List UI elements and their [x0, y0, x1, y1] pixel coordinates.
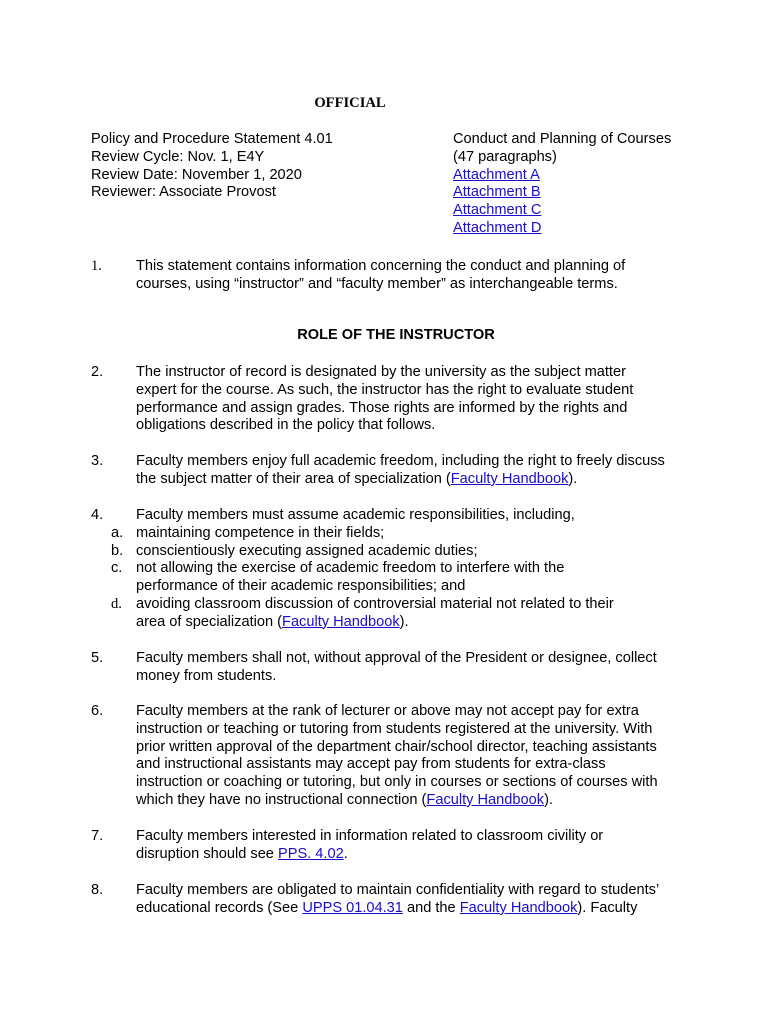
attachment-b-link[interactable]: Attachment B — [453, 184, 541, 201]
list-item: b. conscientiously executing assigned academic duties; — [111, 542, 478, 559]
policy-title: Conduct and Planning of Courses — [453, 131, 672, 147]
paragraph-text: Faculty members interested in information related to classroom civility or disruption should see PPS. 4.02. — [136, 828, 604, 862]
paragraph-7 — [91, 828, 691, 864]
attachment-a-link[interactable]: Attachment A — [453, 166, 540, 183]
reviewer: Reviewer: Associate Provost — [91, 184, 276, 201]
paragraph-text: Faculty members must assume academic responsibilities, including, — [136, 507, 575, 523]
official-label: OFFICIAL — [314, 95, 386, 111]
paragraph-text: Faculty members shall not, without approval of the President or designee, collect money from students. — [136, 650, 657, 684]
faculty-handbook-link[interactable]: Faculty Handbook — [459, 899, 578, 916]
paragraph-text: Faculty members are obligated to maintain confidentiality with regard to students’ educational records (See UPPS 01.04.31 and the Faculty Handbook). Faculty — [136, 882, 659, 916]
paragraph-text: The instructor of record is designated by the university as the subject matter expert for the course. As such, the instructor has the right to evaluate student performance and assign grades. Those rights are informed by the rights and obligations described in the policy that follows. — [136, 364, 634, 434]
paragraph-6 — [91, 703, 691, 810]
review-cycle: Review Cycle: Nov. 1, E4Y — [91, 148, 265, 165]
paragraph-number: 5. — [91, 650, 104, 666]
paragraph-number: 3. — [91, 453, 104, 469]
pps-402-link[interactable]: PPS. 4.02 — [277, 845, 344, 862]
paragraph-number: 2. — [91, 364, 104, 380]
paragraph-3 — [91, 453, 691, 489]
paragraph-number: 1. — [91, 258, 102, 274]
policy-title-block — [453, 131, 671, 238]
attachment-c-link[interactable]: Attachment C — [453, 202, 542, 219]
paragraph-number: 6. — [91, 703, 104, 719]
paragraph-number: 7. — [91, 828, 104, 844]
faculty-handbook-link[interactable]: Faculty Handbook — [426, 791, 545, 808]
paragraph-text: This statement contains information concerning the conduct and planning of courses, using “instructor” and “faculty member” as interchangeable terms. — [136, 258, 626, 292]
paragraph-1 — [91, 258, 691, 294]
list-item: c. not allowing the exercise of academic freedom to interfere with the performance of their academic responsibilities; and — [111, 560, 565, 595]
policy-meta — [91, 131, 333, 202]
attachment-d-link[interactable]: Attachment D — [453, 219, 542, 236]
paragraph-2 — [91, 364, 691, 435]
list-item: d. avoiding classroom discussion of controversial material not related to their area of specialization (Faculty Handbook). — [111, 595, 614, 630]
paragraph-number: 4. — [91, 507, 104, 523]
paragraph-8 — [91, 882, 691, 918]
review-date: Review Date: November 1, 2020 — [91, 166, 302, 183]
list-item: a. maintaining competence in their fields; — [111, 524, 385, 541]
paragraph-text: Faculty members at the rank of lecturer or above may not accept pay for extra instruction or teaching or tutoring from students registered at the university. With prior written approval of the department chair/school director, teaching assistants and instructional assistants may accept pay from students for extra-class instruction or coaching or tutoring, but only in courses or sections of courses with which they have no instructional connection (Faculty Handbook). — [136, 703, 658, 808]
paragraph-count: (47 paragraphs) — [453, 148, 557, 165]
paragraph-5 — [91, 650, 691, 686]
sub-list — [91, 525, 691, 632]
paragraph-text: Faculty members enjoy full academic freedom, including the right to freely discuss the subject matter of their area of specialization (Faculty Handbook). — [136, 453, 665, 487]
section-heading: ROLE OF THE INSTRUCTOR — [297, 327, 495, 343]
paragraph-number: 8. — [91, 882, 104, 898]
upps-link[interactable]: UPPS 01.04.31 — [302, 899, 403, 916]
faculty-handbook-link[interactable]: Faculty Handbook — [450, 470, 569, 487]
paragraph-4 — [91, 507, 691, 632]
faculty-handbook-link[interactable]: Faculty Handbook — [282, 613, 400, 630]
policy-number: Policy and Procedure Statement 4.01 — [91, 131, 333, 147]
